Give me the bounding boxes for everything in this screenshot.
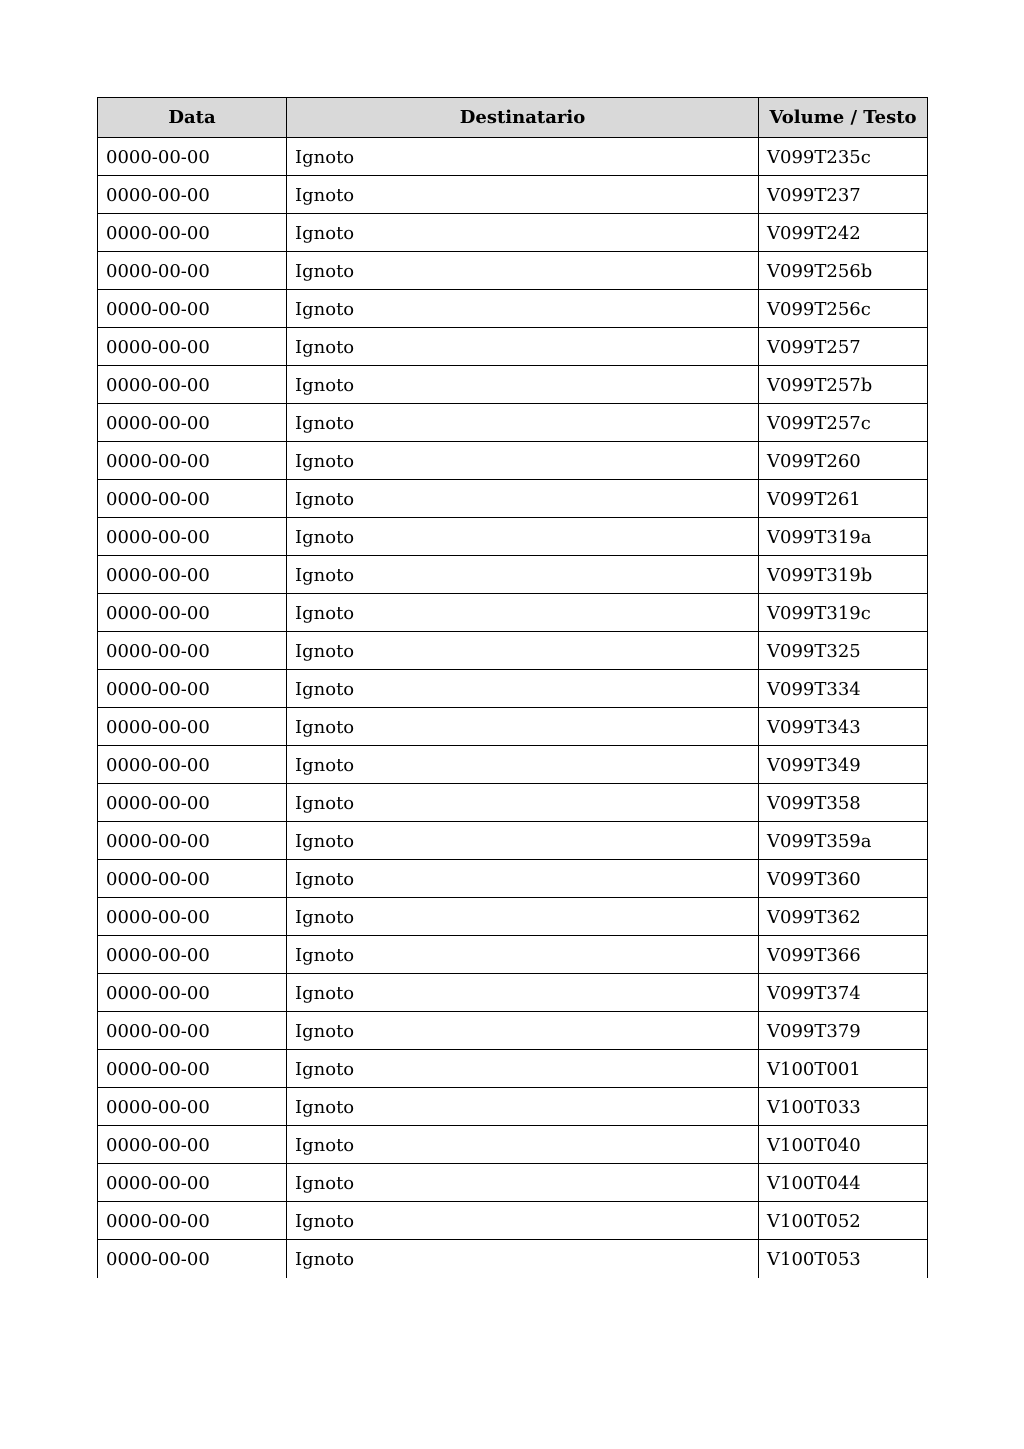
- cell-destinatario: Ignoto: [287, 442, 759, 480]
- cell-destinatario: Ignoto: [287, 1126, 759, 1164]
- cell-volume-testo: V099T257: [759, 328, 928, 366]
- cell-data: 0000-00-00: [98, 594, 287, 632]
- cell-data: 0000-00-00: [98, 366, 287, 404]
- cell-volume-testo: V100T053: [759, 1240, 928, 1278]
- cell-data: 0000-00-00: [98, 936, 287, 974]
- table-row: [98, 746, 928, 784]
- table-row: [98, 936, 928, 974]
- table-row: [98, 632, 928, 670]
- cell-volume-testo: V100T033: [759, 1088, 928, 1126]
- table-header: [98, 98, 928, 138]
- table-row: [98, 1012, 928, 1050]
- cell-volume-testo: V099T237: [759, 176, 928, 214]
- cell-destinatario: Ignoto: [287, 898, 759, 936]
- cell-destinatario: Ignoto: [287, 1240, 759, 1278]
- cell-volume-testo: V100T001: [759, 1050, 928, 1088]
- cell-destinatario: Ignoto: [287, 290, 759, 328]
- table-row: [98, 138, 928, 176]
- cell-destinatario: Ignoto: [287, 214, 759, 252]
- cell-destinatario: Ignoto: [287, 594, 759, 632]
- table-header-row: [98, 98, 928, 138]
- table-row: [98, 784, 928, 822]
- cell-destinatario: Ignoto: [287, 252, 759, 290]
- cell-data: 0000-00-00: [98, 328, 287, 366]
- cell-data: 0000-00-00: [98, 290, 287, 328]
- table-body: [98, 138, 928, 1278]
- cell-data: 0000-00-00: [98, 442, 287, 480]
- cell-data: 0000-00-00: [98, 670, 287, 708]
- cell-volume-testo: V099T319b: [759, 556, 928, 594]
- cell-volume-testo: V099T359a: [759, 822, 928, 860]
- table-row: [98, 670, 928, 708]
- letters-table: [97, 97, 928, 1278]
- cell-data: 0000-00-00: [98, 556, 287, 594]
- cell-destinatario: Ignoto: [287, 480, 759, 518]
- cell-data: 0000-00-00: [98, 632, 287, 670]
- cell-destinatario: Ignoto: [287, 708, 759, 746]
- cell-volume-testo: V099T235c: [759, 138, 928, 176]
- cell-destinatario: Ignoto: [287, 822, 759, 860]
- table-row: [98, 822, 928, 860]
- cell-destinatario: Ignoto: [287, 936, 759, 974]
- cell-volume-testo: V099T374: [759, 974, 928, 1012]
- cell-destinatario: Ignoto: [287, 860, 759, 898]
- cell-data: 0000-00-00: [98, 860, 287, 898]
- cell-data: 0000-00-00: [98, 1240, 287, 1278]
- cell-data: 0000-00-00: [98, 898, 287, 936]
- cell-destinatario: Ignoto: [287, 404, 759, 442]
- cell-data: 0000-00-00: [98, 974, 287, 1012]
- table-row: [98, 290, 928, 328]
- cell-data: 0000-00-00: [98, 252, 287, 290]
- cell-destinatario: Ignoto: [287, 328, 759, 366]
- cell-data: 0000-00-00: [98, 518, 287, 556]
- cell-volume-testo: V099T362: [759, 898, 928, 936]
- table-row: [98, 404, 928, 442]
- cell-data: 0000-00-00: [98, 784, 287, 822]
- cell-destinatario: Ignoto: [287, 632, 759, 670]
- cell-volume-testo: V099T256b: [759, 252, 928, 290]
- cell-data: 0000-00-00: [98, 708, 287, 746]
- cell-destinatario: Ignoto: [287, 1012, 759, 1050]
- column-header-volume-testo: Volume / Testo: [759, 98, 928, 138]
- cell-destinatario: Ignoto: [287, 1202, 759, 1240]
- table-row: [98, 1240, 928, 1278]
- cell-volume-testo: V099T319c: [759, 594, 928, 632]
- cell-volume-testo: V099T257b: [759, 366, 928, 404]
- cell-destinatario: Ignoto: [287, 366, 759, 404]
- cell-destinatario: Ignoto: [287, 784, 759, 822]
- table-row: [98, 328, 928, 366]
- cell-volume-testo: V099T256c: [759, 290, 928, 328]
- cell-data: 0000-00-00: [98, 1050, 287, 1088]
- cell-volume-testo: V099T242: [759, 214, 928, 252]
- cell-data: 0000-00-00: [98, 746, 287, 784]
- table-row: [98, 252, 928, 290]
- table-row: [98, 556, 928, 594]
- cell-volume-testo: V099T366: [759, 936, 928, 974]
- table-row: [98, 974, 928, 1012]
- table-row: [98, 214, 928, 252]
- column-header-destinatario: Destinatario: [287, 98, 759, 138]
- table-row: [98, 708, 928, 746]
- cell-volume-testo: V099T334: [759, 670, 928, 708]
- table-row: [98, 442, 928, 480]
- cell-volume-testo: V100T040: [759, 1126, 928, 1164]
- cell-volume-testo: V100T044: [759, 1164, 928, 1202]
- cell-destinatario: Ignoto: [287, 746, 759, 784]
- cell-data: 0000-00-00: [98, 1126, 287, 1164]
- table-row: [98, 594, 928, 632]
- cell-destinatario: Ignoto: [287, 670, 759, 708]
- table-row: [98, 860, 928, 898]
- cell-volume-testo: V099T360: [759, 860, 928, 898]
- cell-destinatario: Ignoto: [287, 556, 759, 594]
- cell-volume-testo: V099T261: [759, 480, 928, 518]
- table-row: [98, 1050, 928, 1088]
- cell-volume-testo: V099T379: [759, 1012, 928, 1050]
- table-row: [98, 898, 928, 936]
- column-header-data: Data: [98, 98, 287, 138]
- cell-data: 0000-00-00: [98, 404, 287, 442]
- cell-data: 0000-00-00: [98, 1202, 287, 1240]
- cell-data: 0000-00-00: [98, 1164, 287, 1202]
- table-row: [98, 1164, 928, 1202]
- table-row: [98, 176, 928, 214]
- cell-volume-testo: V099T257c: [759, 404, 928, 442]
- cell-data: 0000-00-00: [98, 138, 287, 176]
- cell-destinatario: Ignoto: [287, 1050, 759, 1088]
- cell-data: 0000-00-00: [98, 480, 287, 518]
- cell-data: 0000-00-00: [98, 822, 287, 860]
- cell-destinatario: Ignoto: [287, 1164, 759, 1202]
- table-row: [98, 1088, 928, 1126]
- cell-destinatario: Ignoto: [287, 138, 759, 176]
- table-row: [98, 480, 928, 518]
- letters-table-container: [97, 97, 927, 1278]
- cell-volume-testo: V100T052: [759, 1202, 928, 1240]
- cell-data: 0000-00-00: [98, 214, 287, 252]
- cell-data: 0000-00-00: [98, 1012, 287, 1050]
- cell-volume-testo: V099T343: [759, 708, 928, 746]
- table-row: [98, 1126, 928, 1164]
- cell-volume-testo: V099T358: [759, 784, 928, 822]
- cell-volume-testo: V099T260: [759, 442, 928, 480]
- cell-destinatario: Ignoto: [287, 1088, 759, 1126]
- table-row: [98, 518, 928, 556]
- cell-volume-testo: V099T349: [759, 746, 928, 784]
- table-row: [98, 366, 928, 404]
- cell-volume-testo: V099T319a: [759, 518, 928, 556]
- cell-data: 0000-00-00: [98, 1088, 287, 1126]
- cell-destinatario: Ignoto: [287, 974, 759, 1012]
- cell-data: 0000-00-00: [98, 176, 287, 214]
- table-row: [98, 1202, 928, 1240]
- cell-destinatario: Ignoto: [287, 518, 759, 556]
- cell-destinatario: Ignoto: [287, 176, 759, 214]
- cell-volume-testo: V099T325: [759, 632, 928, 670]
